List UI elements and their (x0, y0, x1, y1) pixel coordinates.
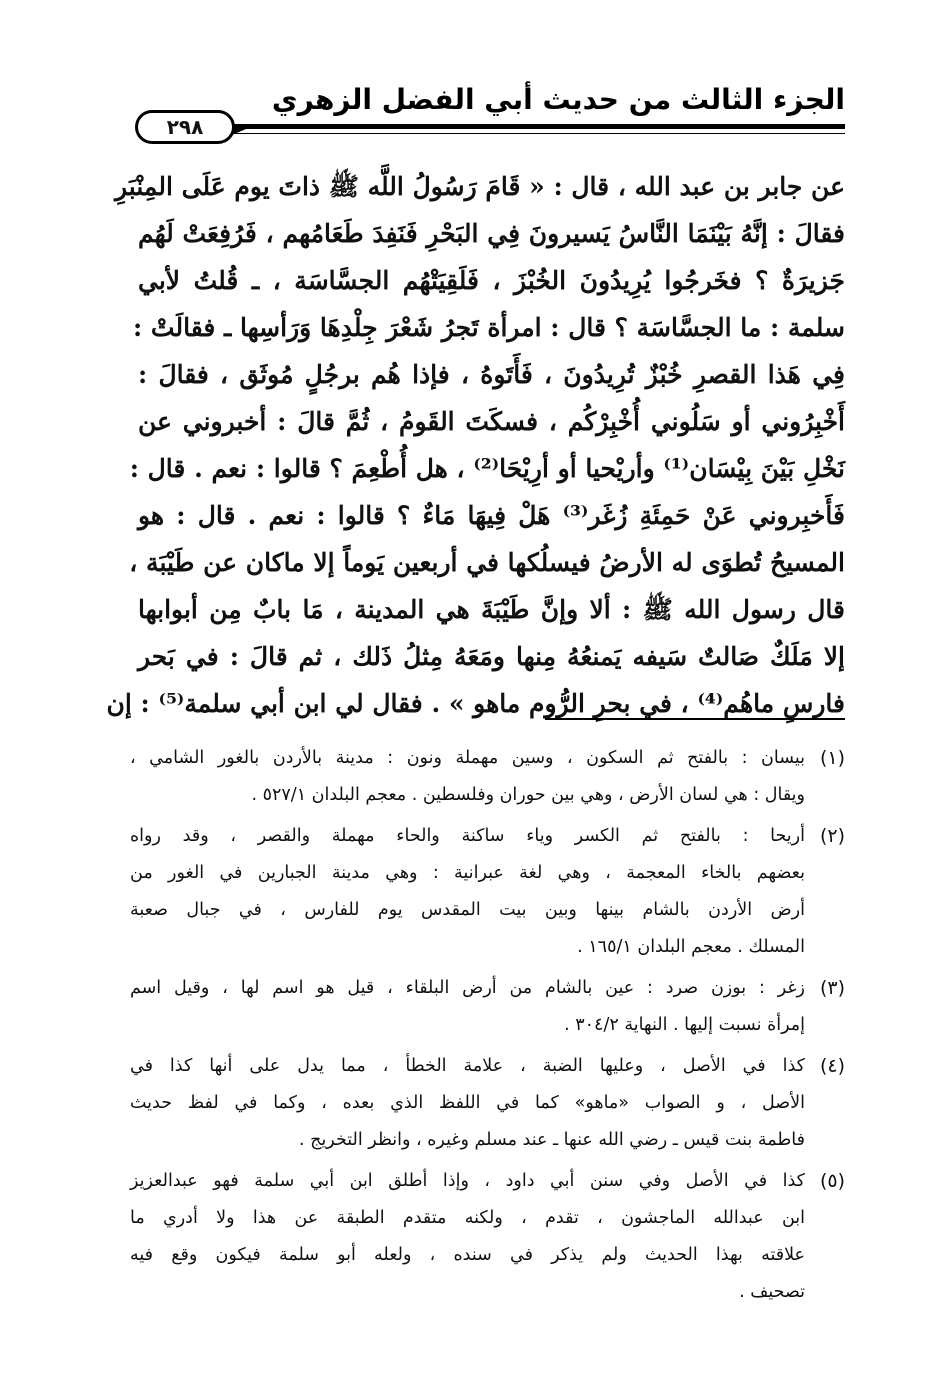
main-text-line: سلمة : ما الجسَّاسَة ؟ قال : امرأة تَجرُ شَعْرَ جِلْدِهَا وَرَأسِها ـ فقالَتْ : (133, 313, 845, 342)
footnote-number: (٥) (819, 1170, 845, 1192)
footnote-number: (٣) (819, 977, 845, 999)
main-text-line: فقالَ : إنَّهُ بَيْنَمَا النَّاسُ يَسيرونَ فِي البَحْرِ فَنَفِدَ طَعَامُهم ، فَرُفِعَتْ لَهُم (138, 219, 845, 248)
header-rule-thin (225, 133, 845, 134)
footnote-5 (130, 1163, 845, 1311)
main-text-block (106, 163, 845, 727)
header-title: الجزء الثالث من حديث أبي الفضل الزهري (271, 83, 845, 116)
footnote-line: ابن عبدالله الماجشون ، تقدم ، ولكنه متقدم الطبقة عن هذا ولا أدري ما (130, 1208, 805, 1228)
main-text-line: فارسِ ماهُم⁽⁴⁾ ، في بحرِ الرُّوم ماهو » . فقال لي ابن أبي سلمة⁽⁵⁾ : إن (106, 689, 845, 718)
footnote-1 (130, 740, 845, 814)
main-text-line: فِي هَذا القصرِ خُبْزٌ تُرِيدُونَ ، فَأَتَوهُ ، فإذا هُم برجُلٍ مُوثَق ، فقالَ : (138, 360, 845, 389)
footnote-line: أريحا : بالفتح ثم الكسر وياء ساكنة والحاء مهملة والقصر ، وقد رواه (130, 826, 805, 846)
footnote-line: كذا في الأصل وفي سنن أبي داود ، وإذا أطلق ابن أبي سلمة فهو عبدالعزيز (130, 1171, 805, 1191)
main-text-line: فَأَخبِروني عَنْ حَمِئَةِ زُغَر⁽³⁾ هَلْ فِيهَا مَاءٌ ؟ قالوا : نعم . قال : هو (138, 501, 845, 530)
footnote-number: (١) (819, 747, 845, 769)
footnote-number: (٢) (819, 825, 845, 847)
footnote-line: بيسان : بالفتح ثم السكون ، وسين مهملة ونون : مدينة بالأردن بالغور الشامي ، (130, 748, 805, 768)
footnote-2 (130, 818, 845, 966)
footnote-line: إمرأة نسبت إليها . النهاية ٣٠٤/٢ . (564, 1015, 805, 1035)
footnote-line: المسلك . معجم البلدان ١٦٥/١ . (577, 937, 805, 957)
footnotes-block (130, 740, 845, 1315)
running-header (135, 80, 845, 142)
main-text-line: أَخْبِرُوني أو سَلُوني أُخْبِرْكُم ، فسكَتَ القَومُ ، ثُمَّ قالَ : أخبروني عن (138, 407, 845, 436)
footnote-line: بعضهم بالخاء المعجمة ، وهي لغة عبرانية : وهي مدينة الجبارين في الغور من (130, 863, 805, 883)
footnote-3 (130, 970, 845, 1044)
footnote-line: كذا في الأصل ، وعليها الضبة ، علامة الخطأ ، مما يدل على أنها كذا في (130, 1056, 805, 1076)
footnote-line: الأصل ، و الصواب «ماهو» كما في اللفظ الذي بعده ، وكما في لفظ حديث (130, 1093, 805, 1113)
footnote-line: أرض الأردن بالشام بينها وبين بيت المقدس يوم للفارس ، في جبال صعبة (130, 900, 805, 920)
footnote-line: ويقال : هي لسان الأرض ، وهي بين حوران وفلسطين . معجم البلدان ٥٢٧/١ . (251, 785, 805, 805)
main-text-line: إلا مَلَكٌ صَالتٌ سَيفه يَمنعُهُ مِنها ومَعَهُ مِثلُ ذَلك ، ثم قالَ : في بَحر (138, 642, 845, 671)
footnote-line: زغر : بوزن صرد : عين بالشام من أرض البلقاء ، قيل هو اسم لها ، وقيل اسم (130, 978, 805, 998)
footnote-number: (٤) (819, 1055, 845, 1077)
footnote-4 (130, 1048, 845, 1159)
main-text-line: قال رسول الله ﷺ : ألا وإنَّ طَيْبَةَ هي المدينة ، مَا بابٌ مِن أبوابها (138, 595, 845, 624)
main-text-line: نَخْلِ بَيْنَ بِيْسَان⁽¹⁾ وأريْحيا أو أرِيْحَا⁽²⁾ ، هل أُطْعِمَ ؟ قالوا : نعم . قال : (129, 454, 845, 483)
main-text-line: عن جابر بن عبد الله ، قال : « قَامَ رَسُولُ اللَّه ﷺ ذاتَ يوم عَلَى المِنْبَرِ (115, 172, 845, 201)
main-text-line: جَزيرَةٌ ؟ فخَرجُوا يُرِيدُونَ الخُبْزَ ، فَلَقِيَتْهُم الجسَّاسَة ، ـ قُلتُ لأبي (138, 266, 845, 295)
footnote-line: فاطمة بنت قيس ـ رضي الله عنها ـ عند مسلم وغيره ، وانظر التخريج . (299, 1130, 805, 1150)
page-number-badge: ٢٩٨ (135, 110, 235, 144)
header-rule-thick (225, 124, 845, 129)
footnote-line: تصحيف . (739, 1282, 805, 1302)
main-text-line: المسيحُ تُطوَى له الأرضُ فيسلُكها في أربعين يَوماً إلا ماكان عن طَيْبَة ، (129, 548, 845, 577)
footnote-line: علاقته بهذا الحديث ولم يذكر في سنده ، ولعله أبو سلمة فيكون وقع فيه (130, 1245, 805, 1265)
footnote-separator (545, 718, 845, 720)
